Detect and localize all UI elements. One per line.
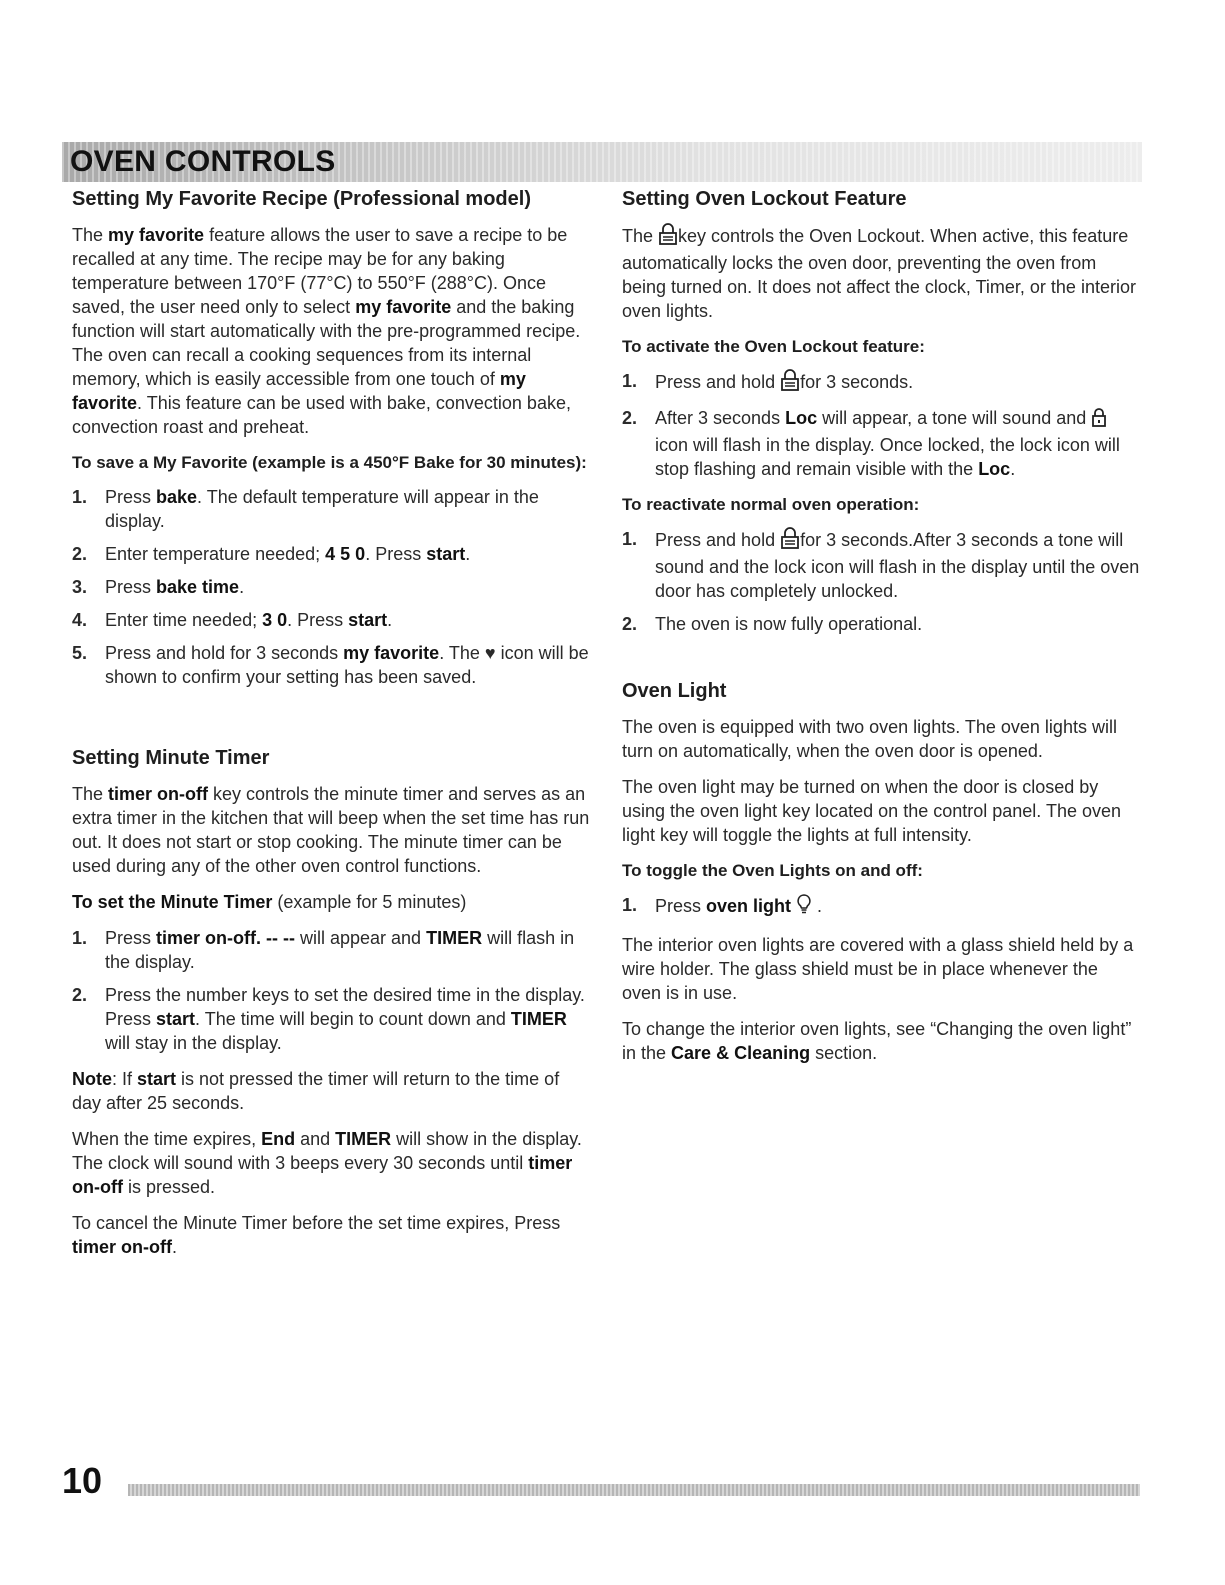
- light-p1: The oven is equipped with two oven lights. The oven lights will turn on automatically, when the oven door is opened.: [622, 717, 1117, 761]
- timer-expire: When the time expires, End and TIMER will show in the display. The clock will sound with 3 beeps every 30 seconds until timer on-off is pressed.: [72, 1129, 582, 1197]
- list-item: 3. Press bake time.: [72, 577, 245, 597]
- favorite-heading: Setting My Favorite Recipe (Professional model): [72, 188, 531, 210]
- lockout-heading: Setting Oven Lockout Feature: [622, 188, 907, 210]
- list-item: 2. Enter temperature needed; 4 5 0. Press start.: [72, 544, 471, 564]
- favorite-subheading: To save a My Favorite (example is a 450°F Bake for 30 minutes):: [72, 453, 587, 472]
- lock-key-icon: [658, 223, 678, 251]
- reactivate-subheading: To reactivate normal oven operation:: [622, 495, 920, 514]
- list-item: 1. Press bake. The default temperature will appear in the display.: [72, 487, 539, 531]
- favorite-intro: The my favorite feature allows the user to save a recipe to be recalled at any time. The recipe may be for any baking temperature between 170°F (77°C) to 550°F (288°C). Once saved, the user need only to select my favorite and the baking function will start automatically with the pre-programmed recipe. The oven can recall a cooking sequences from its internal memory, which is easily accessible from one touch of my favorite. This feature can be used with bake, convection bake, convection roast and preheat.: [72, 225, 581, 437]
- page-title: OVEN CONTROLS: [70, 145, 336, 178]
- page-number: 10: [62, 1460, 103, 1501]
- timer-subheading: To set the Minute Timer (example for 5 minutes): [72, 892, 467, 912]
- footer-rule: [128, 1484, 1140, 1496]
- right-column: [622, 188, 1140, 1077]
- light-steps: [622, 893, 1140, 921]
- activate-steps: [622, 369, 1140, 481]
- timer-steps: [72, 926, 592, 1055]
- timer-cancel: To cancel the Minute Timer before the set time expires, Press timer on-off.: [72, 1213, 561, 1257]
- lock-icon: [1091, 407, 1107, 433]
- list-item: 1. Press and hold for 3 seconds.After 3 seconds a tone will sound and the lock icon will flash in the display until the oven door has completely unlocked.: [622, 529, 1140, 601]
- light-p4: To change the interior oven lights, see “Changing the oven light” in the Care & Cleaning section.: [622, 1019, 1132, 1063]
- reactivate-steps: [622, 527, 1140, 636]
- timer-heading: Setting Minute Timer: [72, 747, 270, 769]
- list-item: 1. Press oven light .: [622, 893, 1140, 921]
- light-heading: Oven Light: [622, 680, 727, 702]
- list-item: 1. Press timer on-off. -- -- will appear and TIMER will flash in the display.: [72, 928, 575, 972]
- list-item: 2. The oven is now fully operational.: [622, 614, 923, 634]
- lockout-intro: The key controls the Oven Lockout. When active, this feature automatically locks the oven door, preventing the oven from being turned on. It does not affect the clock, Timer, or the interior oven lights.: [622, 223, 1140, 323]
- list-item: 2. After 3 seconds Loc will appear, a tone will sound and icon will flash in the display. Once locked, the lock icon will stop flashing and remain visible with the Loc.: [622, 408, 1120, 479]
- light-subheading: To toggle the Oven Lights on and off:: [622, 861, 923, 880]
- lock-key-icon: [780, 527, 800, 555]
- list-item: 1. Press and hold for 3 seconds.: [622, 369, 1140, 397]
- light-bulb-icon: [796, 893, 812, 921]
- favorite-steps: [72, 485, 592, 689]
- list-item: 4. Enter time needed; 3 0. Press start.: [72, 610, 393, 630]
- timer-intro: The timer on-off key controls the minute timer and serves as an extra timer in the kitchen that will beep when the set time has run out. It does not start or stop cooking. The minute timer can be used during any of the other oven control functions.: [72, 784, 590, 876]
- activate-subheading: To activate the Oven Lockout feature:: [622, 337, 925, 356]
- lock-key-icon: [780, 369, 800, 397]
- light-p2: The oven light may be turned on when the door is closed by using the oven light key located on the control panel. The oven light key will toggle the lights at full intensity.: [622, 777, 1122, 845]
- list-item: 5. Press and hold for 3 seconds my favorite. The ♥ icon will be shown to confirm your setting has been saved.: [72, 643, 589, 687]
- list-item: 2. Press the number keys to set the desired time in the display. Press start. The time will begin to count down and TIMER will stay in the display.: [72, 985, 585, 1053]
- light-p3: The interior oven lights are covered with a glass shield held by a wire holder. The glass shield must be in place whenever the oven is in use.: [622, 935, 1134, 1003]
- left-column: [72, 188, 592, 1271]
- section-banner: [62, 142, 1142, 182]
- timer-note: Note: If start is not pressed the timer will return to the time of day after 25 seconds.: [72, 1069, 560, 1113]
